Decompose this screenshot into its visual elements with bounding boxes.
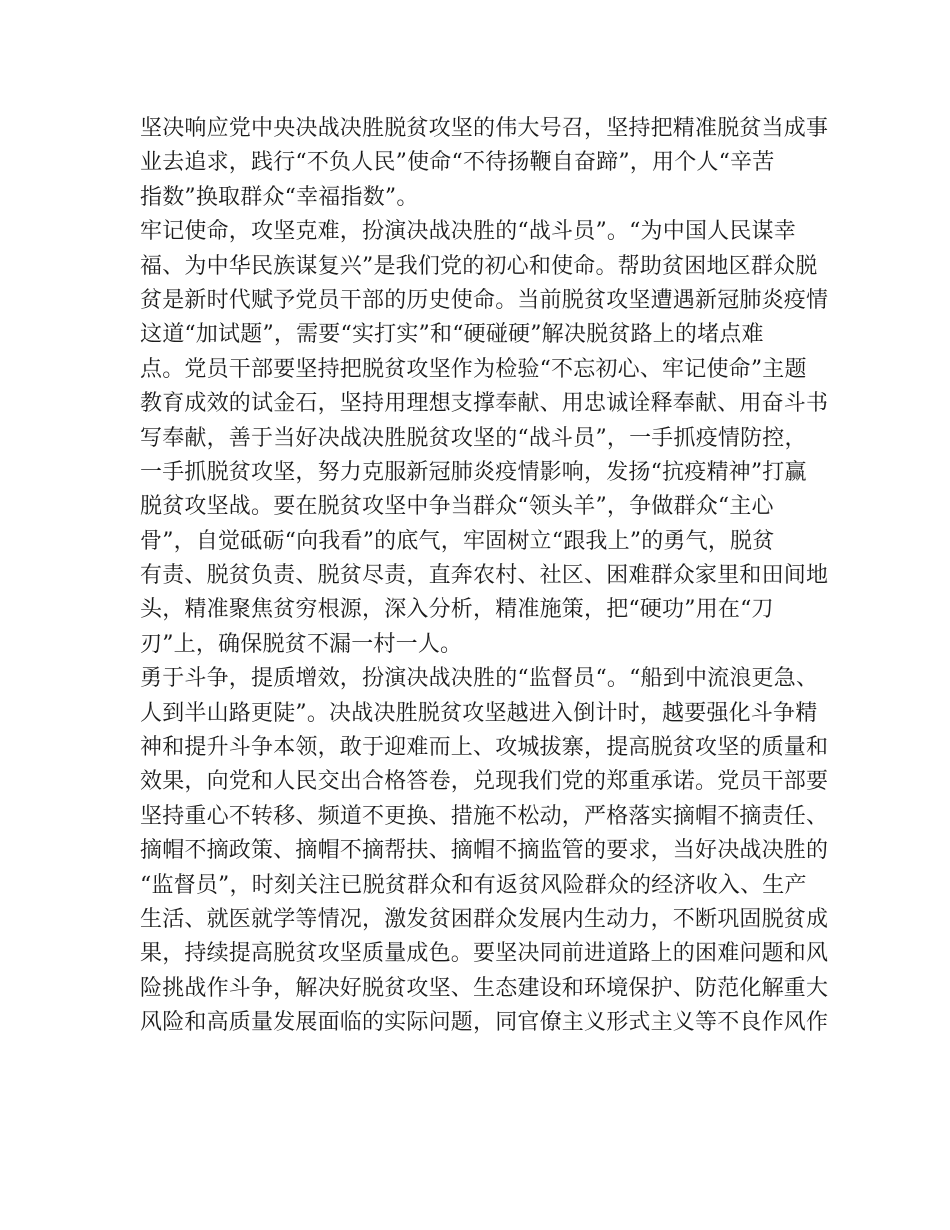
text-line: 头，精准聚焦贫穷根源，深入分析，精准施策，把“硬功”用在“刀 — [140, 597, 774, 623]
text-line: 贫是新时代赋予党员干部的历史使命。当前脱贫攻坚遭遇新冠肺炎疫情 — [140, 287, 829, 313]
text-line: 神和提升斗争本领，敢于迎难而上、攻城拔寨，提高脱贫攻坚的质量和 — [140, 735, 829, 761]
text-line: 脱贫攻坚战。要在脱贫攻坚中争当群众“领头羊”，争做群众“主心 — [140, 494, 774, 520]
text-line: 生活、就医就学等情况，激发贫困群众发展内生动力，不断巩固脱贫成 — [140, 906, 829, 932]
text-line: 坚决响应党中央决战决胜脱贫攻坚的伟大号召，坚持把精准脱贫当成事 — [140, 116, 829, 141]
text-line: 摘帽不摘政策、摘帽不摘帮扶、摘帽不摘监管的要求，当好决战决胜的 — [140, 838, 829, 864]
text-line: 果，持续提高脱贫攻坚质量成色。要坚决同前进道路上的困难问题和风 — [140, 941, 829, 967]
text-line: 风险和高质量发展面临的实际问题，同官僚主义形式主义等不良作风作 — [140, 1010, 829, 1036]
text-line: 这道“加试题”，需要“实打实”和“硬碰硬”解决脱贫路上的堵点难 — [140, 322, 764, 348]
text-line: 写奉献，善于当好决战决胜脱贫攻坚的“战斗员”，一手抓疫情防控， — [140, 425, 807, 451]
text-line: 刃”上，确保脱贫不漏一村一人。 — [140, 631, 463, 657]
text-line: 一手抓脱贫攻坚，努力克服新冠肺炎疫情影响，发扬“抗疫精神”打赢 — [140, 459, 807, 485]
text-line: 人到半山路更陡”。决战决胜脱贫攻坚越进入倒计时，越要强化斗争精 — [140, 700, 818, 726]
text-line: 业去追求，践行“不负人民”使命“不待扬鞭自奋蹄”，用个人“辛苦 — [140, 150, 775, 176]
text-line: 效果，向党和人民交出合格答卷，兑现我们党的郑重承诺。党员干部要 — [140, 769, 829, 795]
text-line: 牢记使命，攻坚克难，扮演决战决胜的“战斗员”。“为中国人民谋幸 — [140, 219, 796, 245]
text-line: 险挑战作斗争，解决好脱贫攻坚、生态建设和环境保护、防范化解重大 — [140, 975, 829, 1001]
text-line: 有责、脱贫负责、脱贫尽责，直奔农村、社区、困难群众家里和田间地 — [140, 563, 829, 589]
body-text — [140, 112, 840, 1041]
text-line: 坚持重心不转移、频道不更换、措施不松动，严格落实摘帽不摘责任、 — [140, 803, 829, 829]
text-line: 指数”换取群众“幸福指数”。 — [140, 184, 419, 210]
text-line: 骨”，自觉砥砺“向我看”的底气，牢固树立“跟我上”的勇气，脱贫 — [140, 528, 775, 554]
text-line: 教育成效的试金石，坚持用理想支撑奉献、用忠诚诠释奉献、用奋斗书 — [140, 391, 829, 417]
text-line: 点。党员干部要坚持把脱贫攻坚作为检验“不忘初心、牢记使命”主题 — [140, 356, 807, 382]
text-line: “监督员”，时刻关注已脱贫群众和有返贫风险群众的经济收入、生产 — [140, 872, 807, 898]
text-line: 福、为中华民族谋复兴”是我们党的初心和使命。帮助贫困地区群众脱 — [140, 253, 818, 279]
text-line: 勇于斗争，提质增效，扮演决战决胜的“监督员“。“船到中流浪更急、 — [140, 666, 819, 692]
